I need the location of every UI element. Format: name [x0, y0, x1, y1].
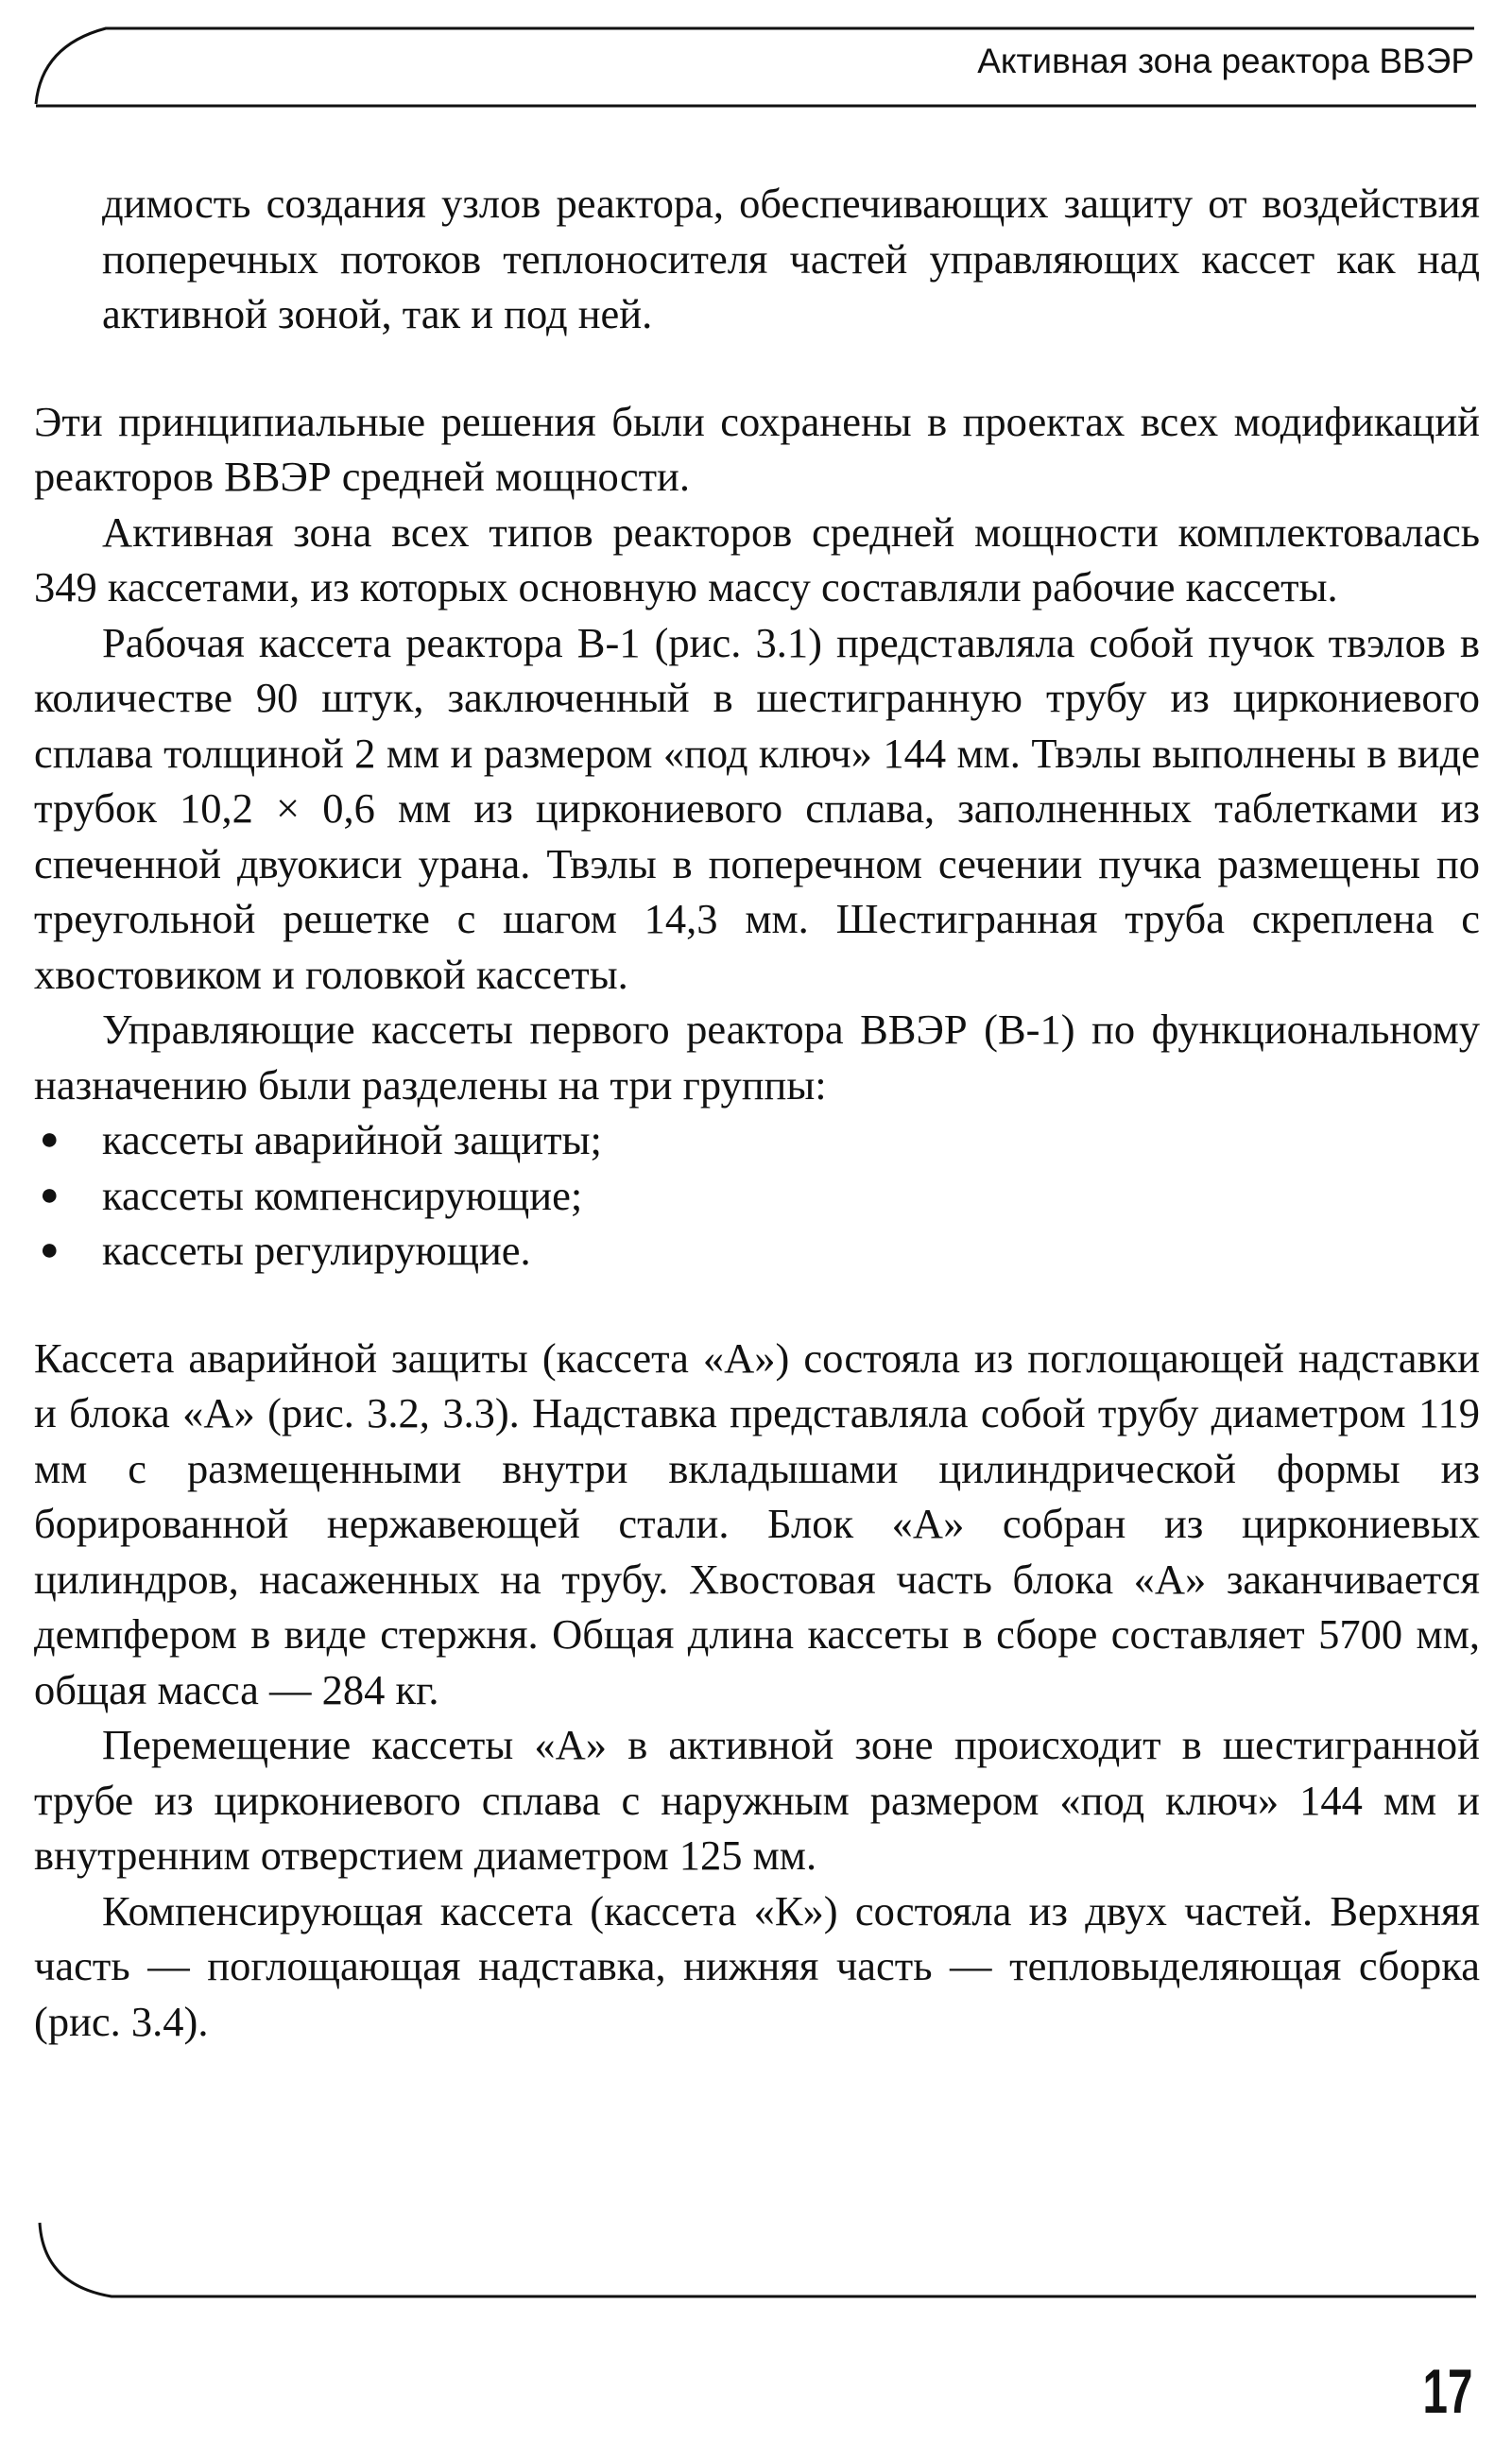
running-head-title: Активная зона реактора ВВЭР: [977, 42, 1474, 80]
list-item-text: кассеты компенсирующие;: [102, 1171, 583, 1219]
list-item: [34, 1223, 1480, 1279]
body-paragraph-3: Активная зона всех типов реакторов средней мощности комплектовалась 349 кассетами, из которых основную массу составляли рабочие кассеты.: [34, 507, 1480, 610]
list-item: [34, 1168, 1480, 1224]
bullet-icon: ●: [40, 1232, 60, 1267]
body-paragraph-4: Рабочая кассета реактора В-1 (рис. 3.1) представляла собой пучок твэлов в количестве 90 штук, заключенный в шестигранную трубу из циркониевого сплава толщиной 2 мм и размером «под ключ» 144 мм. Твэлы выполнены в виде трубок 10,2 × 0,6 мм из циркониевого сплава, заполненных таблетками из спеченной двуокиси урана. Твэлы в поперечном сечении пучка размещены по треугольной решетке с шагом 14,3 мм. Шестигранная труба скреплена с хвостовиком и головкой кассеты.: [34, 618, 1480, 998]
body-paragraph-1: димость создания узлов реактора, обеспечивающих защиту от воздействия поперечных потоков теплоносителя частей управляющих кассет как над активной зоной, так и под ней.: [102, 180, 1480, 337]
footer-frame-curve: [40, 2223, 1476, 2296]
bullet-icon: ●: [40, 1177, 60, 1212]
body-paragraph-7: Перемещение кассеты «А» в активной зоне происходит в шестигранной трубе из циркониевого сплава с наружным размером «под ключ» 144 мм и внутренним отверстием диаметром 125 мм.: [34, 1721, 1480, 1879]
list-item-text: кассеты регулирующие.: [102, 1227, 531, 1274]
paragraph-gap: [34, 1279, 1480, 1331]
list-item-text: кассеты аварийной защиты;: [102, 1116, 602, 1163]
body-paragraph-6: Кассета аварийной защиты (кассета «А») состояла из поглощающей надставки и блока «А» (рис. 3.2, 3.3). Надставка представляла собой трубу диаметром 119 мм с размещенными внутри вкладышами цилиндрической формы из борированной нержавеющей стали. Блок «А» собран из циркониевых цилиндров, насаженных на трубу. Хвостовая часть блока «А» заканчивается демпфером в виде стержня. Общая длина кассеты в сборе составляет 5700 мм, общая масса — 284 кг.: [34, 1333, 1480, 1713]
bullet-icon: ●: [40, 1122, 60, 1157]
control-cassette-groups-list: [34, 1112, 1480, 1279]
paragraph-gap: [34, 342, 1480, 394]
body-paragraph-8: Компенсирующая кассета (кассета «К») состояла из двух частей. Верхняя часть — поглощающая надставка, нижняя часть — тепловыделяющая сборка (рис. 3.4).: [34, 1886, 1480, 2045]
body-paragraph-2: Эти принципиальные решения были сохранены в проектах всех модификаций реакторов ВВЭР средней мощности.: [34, 397, 1480, 500]
body-paragraph-5: Управляющие кассеты первого реактора ВВЭР (В-1) по функциональному назначению были разделены на три группы:: [34, 1006, 1480, 1109]
page-number: 17: [1422, 2356, 1472, 2426]
page-body-text: [34, 176, 1480, 2049]
list-item: [34, 1112, 1480, 1168]
